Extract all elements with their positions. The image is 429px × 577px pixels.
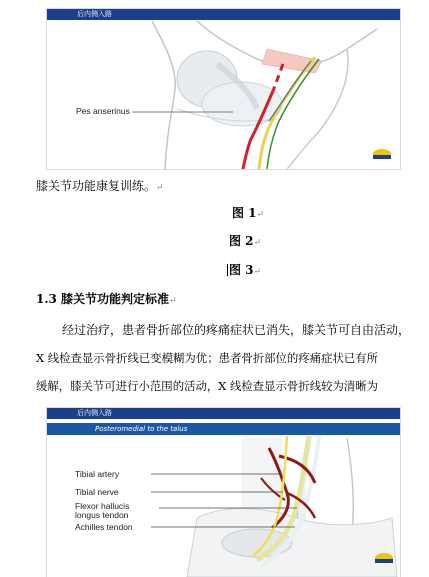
text-line-1: 膝关节功能康复训练。↵ bbox=[36, 179, 164, 193]
ankle-figure bbox=[46, 407, 401, 577]
knee-figure bbox=[46, 8, 401, 170]
tibial-nerve-label: Tibial nerve bbox=[75, 487, 119, 497]
figure-header: 后内侧入路 bbox=[47, 9, 400, 20]
longus-tendon-label: longus tendon bbox=[75, 510, 129, 520]
text-cursor bbox=[227, 264, 228, 276]
section-heading: 1.3 膝关节功能判定标准↵ bbox=[36, 292, 177, 306]
achilles-tendon-label: Achilles tendon bbox=[75, 522, 133, 532]
paragraph-line-1: 经过治疗，患者骨折部位的疼痛症状已消失，膝关节可自由活动， bbox=[62, 323, 411, 337]
paragraph-line-2: X 线检查显示骨折线已变模糊为优；患者骨折部位的疼痛症状已有所 bbox=[36, 351, 379, 365]
flexor-hallucis-label: Flexor hallucis bbox=[75, 501, 130, 511]
figure-subheader: Posteromedial to the talus bbox=[47, 423, 400, 435]
paragraph-line-3: 缓解，膝关节可进行小范围的活动，X 线检查显示骨折线较为清晰为 bbox=[36, 379, 379, 393]
pes-anserinus-label: Pes anserinus bbox=[76, 106, 130, 116]
tibial-artery-label: Tibial artery bbox=[75, 469, 120, 479]
knee-illustration bbox=[47, 9, 400, 169]
figure-header: 后内侧入路 bbox=[47, 408, 400, 419]
figure-1-caption: 图 1↵ bbox=[232, 206, 265, 220]
figure-2-caption: 图 2↵ bbox=[229, 234, 262, 248]
figure-3-caption: 图 3↵ bbox=[229, 263, 262, 277]
